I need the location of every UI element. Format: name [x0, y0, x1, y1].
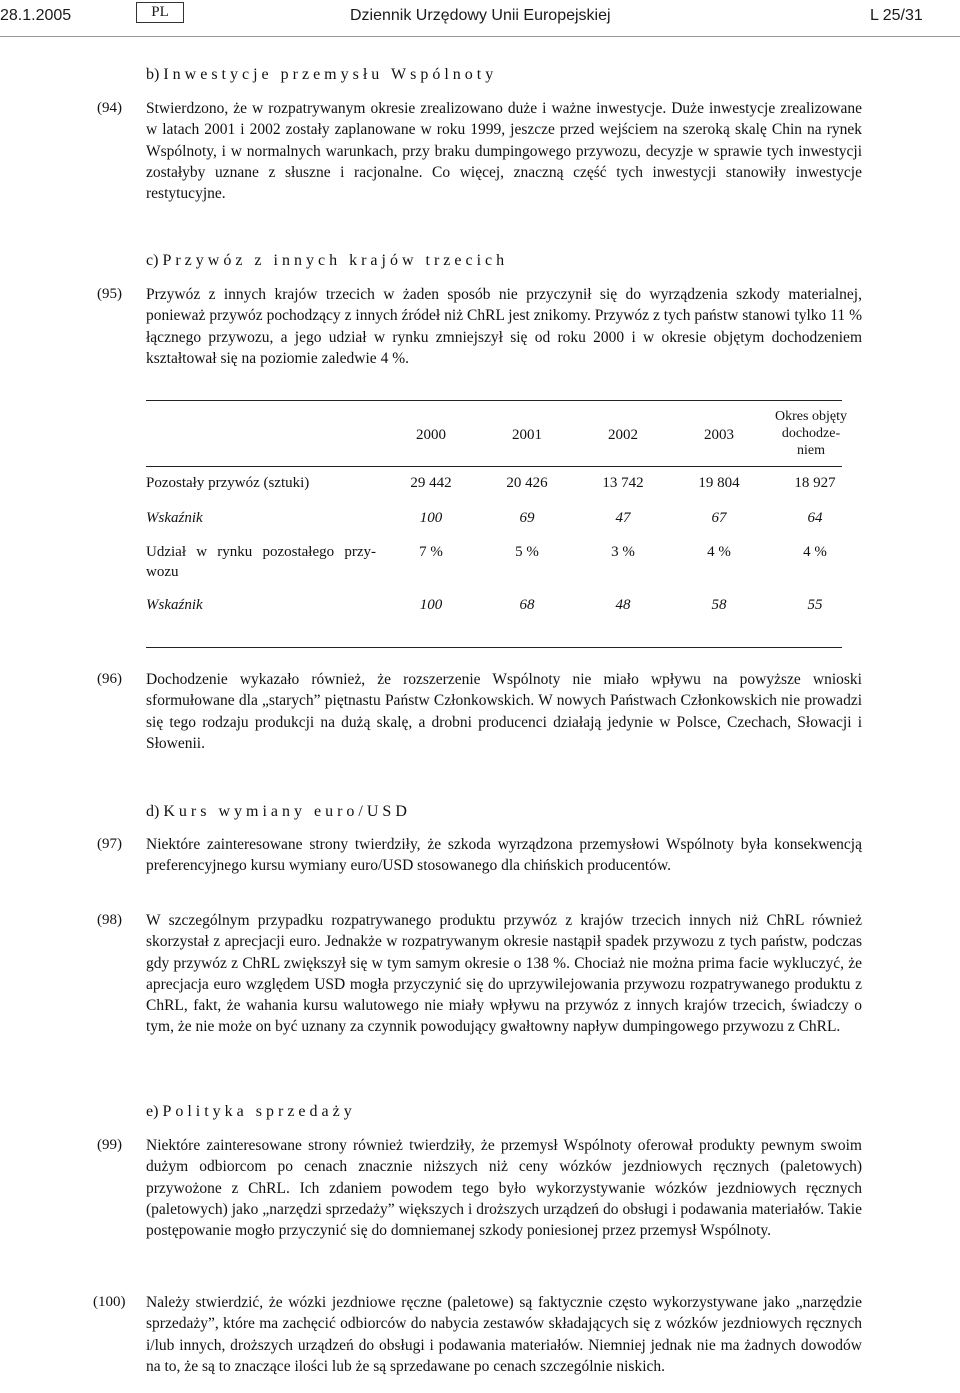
- page-header: [0, 0, 960, 40]
- paragraph-number: (94): [97, 100, 122, 116]
- table-cell: 7 %: [419, 544, 443, 560]
- paragraph-number: (98): [97, 912, 122, 928]
- section-heading-e: [146, 1103, 356, 1121]
- table-cell: 48: [615, 597, 631, 613]
- table-cell: 4 %: [803, 544, 827, 560]
- row-label: Udział w rynku pozostałego przy-wozu: [146, 544, 376, 580]
- table-cell: 5 %: [515, 544, 539, 560]
- table-cell: 68: [519, 597, 535, 613]
- section-label: d): [146, 803, 160, 820]
- table-cell: 29 442: [410, 475, 452, 491]
- paragraph-number: (96): [97, 671, 122, 687]
- paragraph-number: (95): [97, 286, 122, 302]
- paragraph-number: (99): [97, 1137, 122, 1153]
- language-badge: PL: [136, 2, 184, 23]
- section-heading-d: [146, 803, 411, 821]
- paragraph-98: W szczególnym przypadku rozpatrywanego produktu przywóz z krajów trzecich innych niż ChRL również skorzystał z aprecjacji euro. Jednakże w rozpatrywanym okresie nastąpił spadek przywozu z tych państw, podczas gdy przywóz z ChRL zwiększył się w tym samym okresie o 138 %. Chociaż nie można prima facie wykluczyć, że aprecjacja euro względem USD mogła przyczynić się do uprzywilejowania przywozu rozpatrywanego produktu z ChRL, fakt, że wahania kursu walutowego nie miały wpływu na przywóz z innych krajów trzecich, świadczy o tym, że nie może on być uznany za czynnik powodujący gwałtowny napływ dumpingowego przywozu z ChRL.: [146, 912, 862, 1036]
- paragraph-94: Stwierdzono, że w rozpatrywanym okresie zrealizowano duże i ważne inwestycje. Duże inwestycje zrealizowane w latach 2001 i 2002 zostały zaplanowane w roku 1999, jeszcze przed wejściem na szeroką skalę Chin na rynek Wspólnoty, i w normalnych warunkach, przy braku dumpingowego przywozu, decyzje w sprawie tych inwestycji zostałyby uznane z słuszne i racjonalne. Co więcej, znaczną część tych inwestycji stanowiły inwestycje restytucyjne.: [146, 100, 862, 203]
- row-label: Pozostały przywóz (sztuki): [146, 475, 310, 491]
- column-header: 2003: [704, 427, 734, 443]
- header-divider: [0, 36, 960, 37]
- section-label: c): [146, 252, 159, 269]
- table-cell: 47: [615, 510, 631, 526]
- table-bottom-rule: [146, 647, 842, 648]
- section-title: Inwestycje przemysłu Wspólnoty: [163, 66, 498, 83]
- table-cell: 3 %: [611, 544, 635, 560]
- column-header: 2002: [608, 427, 638, 443]
- table-cell: 55: [807, 597, 823, 613]
- paragraph-96: Dochodzenie wykazało również, że rozszerzenie Wspólnoty nie miało wpływu na powyższe wnioski sformułowane dla „starych” piętnastu Państw Członkowskich. W nowych Państwach Członkowskich nie prowadzi się tego rodzaju produkcji na dużą skalę, a drobni producenci działają jedynie w Polsce, Czechach, Słowacji i Słowenii.: [146, 671, 862, 752]
- table-cell: 69: [519, 510, 535, 526]
- table-cell: 20 426: [506, 475, 548, 491]
- table-cell: 18 927: [794, 475, 836, 491]
- section-title: Przywóz z innych krajów trzecich: [162, 252, 509, 269]
- table-cell: 58: [711, 597, 727, 613]
- section-title: Polityka sprzedaży: [162, 1103, 356, 1120]
- table-cell: 67: [711, 510, 727, 526]
- table-top-rule: [146, 400, 842, 401]
- column-header: Okres objęty dochodze-niem: [775, 409, 847, 458]
- table-cell: 100: [419, 510, 443, 526]
- table-cell: 4 %: [707, 544, 731, 560]
- table-cell: 19 804: [698, 475, 740, 491]
- journal-title: Dziennik Urzędowy Unii Europejskiej: [350, 7, 611, 24]
- column-header: 2000: [416, 427, 446, 443]
- paragraph-99: Niektóre zainteresowane strony również twierdziły, że przemysł Wspólnoty oferował produkty pewnym swoim dużym odbiorcom po cenach znacznie niższych niż ceny wózków jezdniowych ręcznych (paletowych) przywożone z ChRL. Ich zdaniem powodem tego było wykorzystywanie wózków jezdniowych ręcznych (paletowych) jako „narzędzi sprzedaży” większych i droższych urządzeń do obsługi i podawania materiałów. Takie postępowanie mogło przyczynić się do domniemanej szkody poniesionej przez przemysł Wspólnoty.: [146, 1137, 862, 1240]
- paragraph-number: (100): [93, 1294, 126, 1310]
- row-label: Wskaźnik: [146, 597, 203, 613]
- table-cell: 13 742: [602, 475, 644, 491]
- paragraph-95: Przywóz z innych krajów trzecich w żaden sposób nie przyczynił się do wyrządzenia szkody materialnej, ponieważ przywóz pochodzący z innych źródeł niż ChRL jest znikomy. Przywóz z tych państw stanowi tylko 11 % łącznego przywozu, a jego udział w rynku zmniejszył się od roku 2000 i w okresie objętym dochodzeniem kształtował się na poziomie zaledwie 4 %.: [146, 286, 862, 367]
- table-header-rule: [146, 466, 842, 467]
- column-header: 2001: [512, 427, 542, 443]
- section-label: b): [146, 66, 160, 83]
- paragraph-number: (97): [97, 836, 122, 852]
- section-title: Kurs wymiany euro/USD: [163, 803, 411, 820]
- page-number: L 25/31: [870, 7, 923, 24]
- paragraph-97: Niektóre zainteresowane strony twierdziły, że szkoda wyrządzona przemysłowi Wspólnoty była konsekwencją preferencyjnego kursu wymiany euro/USD stosowanego dla chińskich producentów.: [146, 836, 862, 875]
- table-cell: 100: [419, 597, 443, 613]
- section-heading-c: [146, 252, 508, 270]
- paragraph-100: Należy stwierdzić, że wózki jezdniowe ręczne (paletowe) są faktycznie często wykorzystywane jako „narzędzie sprzedaży”, które ma zachęcić odbiorców do nabycia zestawów składających się z wózków jezdniowych ręcznych i/lub innych, droższych urządzeń do obsługi i podawania materiałów. Niemniej jednak nie ma żadnych dowodów na to, że są to znaczące ilości lub że są sprzedawane po cenach szczególnie niskich.: [146, 1294, 862, 1375]
- publication-date: 28.1.2005: [0, 7, 72, 24]
- row-label: Wskaźnik: [146, 510, 203, 526]
- section-label: e): [146, 1103, 159, 1120]
- table-cell: 64: [807, 510, 823, 526]
- section-heading-b: [146, 66, 497, 84]
